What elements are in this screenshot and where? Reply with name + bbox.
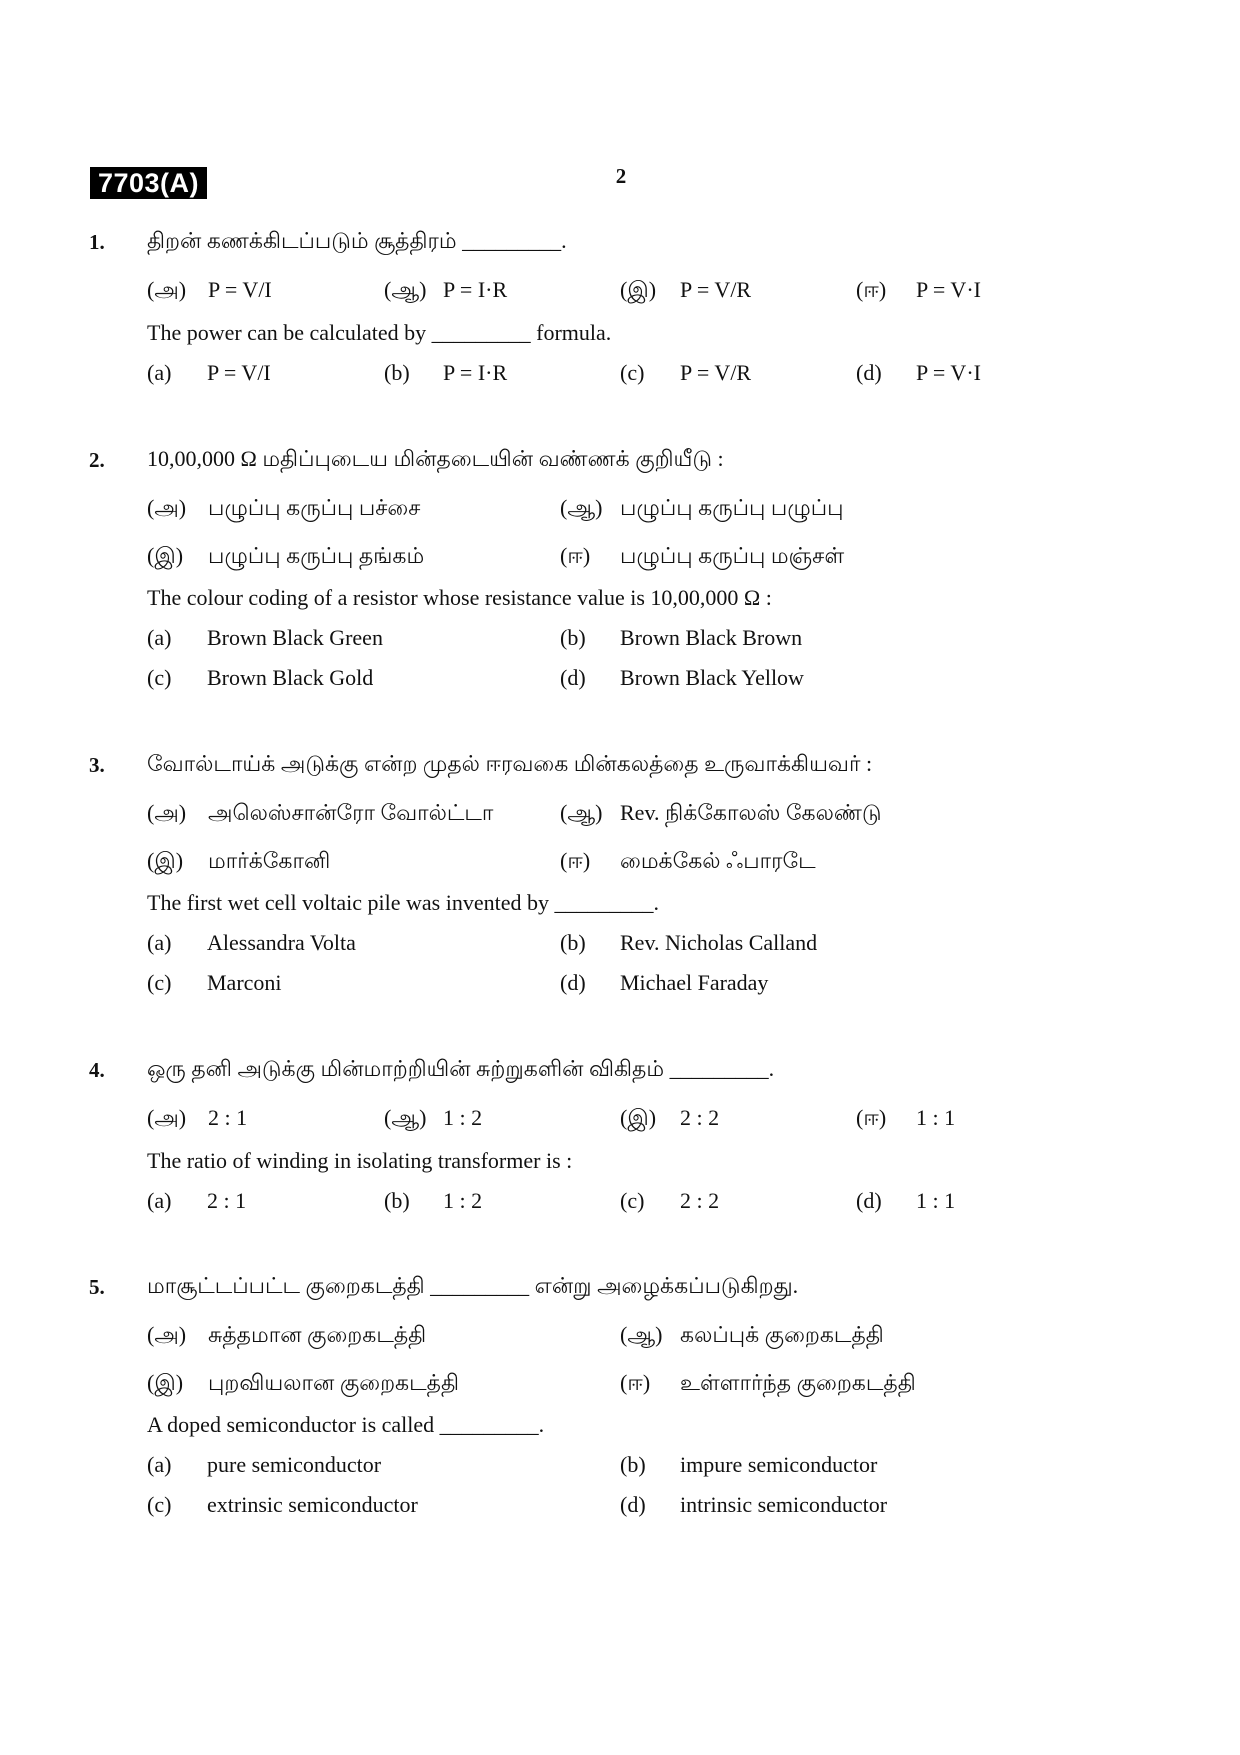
option-label: (a) xyxy=(147,625,172,650)
option-label: (b) xyxy=(384,1188,410,1213)
option-label: (இ) xyxy=(147,1370,184,1395)
option-label: (இ) xyxy=(620,1105,657,1130)
question-stem-tamil: மாசூட்டப்பட்ட குறைகடத்தி _________ என்று அழைக்கப்படுகிறது. xyxy=(147,1273,799,1298)
option-label: (இ) xyxy=(620,277,657,302)
option-text: பழுப்பு கருப்பு பச்சை xyxy=(208,495,421,520)
option-text: 2 : 2 xyxy=(680,1105,720,1130)
option-label: (ஈ) xyxy=(560,848,591,873)
option-text: 2 : 2 xyxy=(680,1188,720,1213)
question-number: 5. xyxy=(89,1275,105,1299)
option-text: P = V/R xyxy=(680,277,752,302)
option-label: (a) xyxy=(147,360,172,385)
option-text: intrinsic semiconductor xyxy=(680,1492,888,1517)
option-text: Brown Black Green xyxy=(207,625,383,650)
option-text: extrinsic semiconductor xyxy=(207,1492,418,1517)
option-label: (b) xyxy=(560,930,586,955)
option-label: (இ) xyxy=(147,848,184,873)
option-label: (அ) xyxy=(147,277,187,302)
option-text: Rev. Nicholas Calland xyxy=(620,930,818,955)
option-label: (ஆ) xyxy=(560,495,603,520)
option-text: P = V/I xyxy=(207,360,271,385)
option-text: 1 : 2 xyxy=(443,1188,483,1213)
option-label: (அ) xyxy=(147,1322,187,1347)
question-number: 4. xyxy=(89,1058,105,1082)
option-text: பழுப்பு கருப்பு தங்கம் xyxy=(208,543,425,568)
option-text: Brown Black Yellow xyxy=(620,665,804,690)
option-label: (d) xyxy=(560,970,586,995)
option-text: P = V/R xyxy=(680,360,752,385)
option-text: அலெஸ்சான்ரோ வோல்ட்டா xyxy=(208,800,494,825)
option-label: (c) xyxy=(620,360,645,385)
option-text: pure semiconductor xyxy=(207,1452,382,1477)
option-label: (c) xyxy=(147,665,172,690)
option-text: Brown Black Gold xyxy=(207,665,374,690)
question-number: 3. xyxy=(89,753,105,777)
option-label: (அ) xyxy=(147,1105,187,1130)
question-number: 1. xyxy=(89,230,105,254)
option-text: impure semiconductor xyxy=(680,1452,878,1477)
option-text: P = I·R xyxy=(443,360,508,385)
option-text: Rev. நிக்கோலஸ் கேலண்டு xyxy=(620,800,882,825)
option-text: உள்ளார்ந்த குறைகடத்தி xyxy=(680,1370,916,1395)
option-label: (d) xyxy=(856,360,882,385)
option-text: Michael Faraday xyxy=(620,970,769,995)
option-label: (ஆ) xyxy=(384,277,427,302)
option-label: (ஈ) xyxy=(560,543,591,568)
question-stem-english: The first wet cell voltaic pile was invented by _________. xyxy=(147,890,659,915)
option-text: சுத்தமான குறைகடத்தி xyxy=(208,1322,427,1347)
option-text: பழுப்பு கருப்பு பழுப்பு xyxy=(620,495,844,520)
option-label: (b) xyxy=(560,625,586,650)
page-number: 2 xyxy=(615,164,627,188)
option-text: P = V·I xyxy=(916,360,981,385)
option-label: (c) xyxy=(620,1188,645,1213)
option-label: (b) xyxy=(620,1452,646,1477)
option-text: பழுப்பு கருப்பு மஞ்சள் xyxy=(620,543,845,568)
option-text: கலப்புக் குறைகடத்தி xyxy=(680,1322,884,1347)
option-text: மார்க்கோனி xyxy=(208,848,331,873)
option-label: (ஈ) xyxy=(620,1370,651,1395)
option-label: (b) xyxy=(384,360,410,385)
question-stem-tamil: வோல்டாய்க் அடுக்கு என்ற முதல் ஈரவகை மின்கலத்தை உருவாக்கியவர் : xyxy=(147,751,873,776)
option-label: (அ) xyxy=(147,800,187,825)
option-label: (ஈ) xyxy=(856,1105,887,1130)
question-stem-english: The ratio of winding in isolating transformer is : xyxy=(147,1148,573,1173)
option-label: (அ) xyxy=(147,495,187,520)
option-label: (a) xyxy=(147,1452,172,1477)
question-stem-english: The power can be calculated by _________ formula. xyxy=(147,320,612,345)
option-label: (d) xyxy=(620,1492,646,1517)
option-text: புறவியலான குறைகடத்தி xyxy=(208,1370,459,1395)
option-text: Alessandra Volta xyxy=(207,930,356,955)
option-text: P = I·R xyxy=(443,277,508,302)
question-stem-english: A doped semiconductor is called _________. xyxy=(147,1412,545,1437)
option-text: Marconi xyxy=(207,970,282,995)
option-text: 1 : 2 xyxy=(443,1105,483,1130)
option-label: (ஆ) xyxy=(560,800,603,825)
option-text: Brown Black Brown xyxy=(620,625,803,650)
option-text: 1 : 1 xyxy=(916,1188,956,1213)
option-text: 1 : 1 xyxy=(916,1105,956,1130)
option-label: (c) xyxy=(147,970,172,995)
question-number: 2. xyxy=(89,448,105,472)
option-label: (a) xyxy=(147,1188,172,1213)
option-label: (c) xyxy=(147,1492,172,1517)
question-stem-tamil: திறன் கணக்கிடப்படும் சூத்திரம் _________. xyxy=(147,228,567,253)
option-label: (a) xyxy=(147,930,172,955)
option-text: மைக்கேல் ஃபாரடே xyxy=(620,848,816,873)
option-label: (ஆ) xyxy=(384,1105,427,1130)
option-label: (இ) xyxy=(147,543,184,568)
option-text: P = V/I xyxy=(208,277,272,302)
question-stem-english: The colour coding of a resistor whose resistance value is 10,00,000 Ω : xyxy=(147,585,772,610)
option-label: (d) xyxy=(856,1188,882,1213)
option-text: 2 : 1 xyxy=(207,1188,247,1213)
option-text: 2 : 1 xyxy=(208,1105,248,1130)
question-stem-tamil: ஒரு தனி அடுக்கு மின்மாற்றியின் சுற்றுகளின் விகிதம் _________. xyxy=(147,1056,775,1081)
paper-code-badge: 7703(A) xyxy=(90,167,207,199)
option-label: (ஆ) xyxy=(620,1322,663,1347)
option-label: (ஈ) xyxy=(856,277,887,302)
option-label: (d) xyxy=(560,665,586,690)
option-text: P = V·I xyxy=(916,277,981,302)
question-stem-tamil: 10,00,000 Ω மதிப்புடைய மின்தடையின் வண்ணக் குறியீடு : xyxy=(147,446,724,471)
